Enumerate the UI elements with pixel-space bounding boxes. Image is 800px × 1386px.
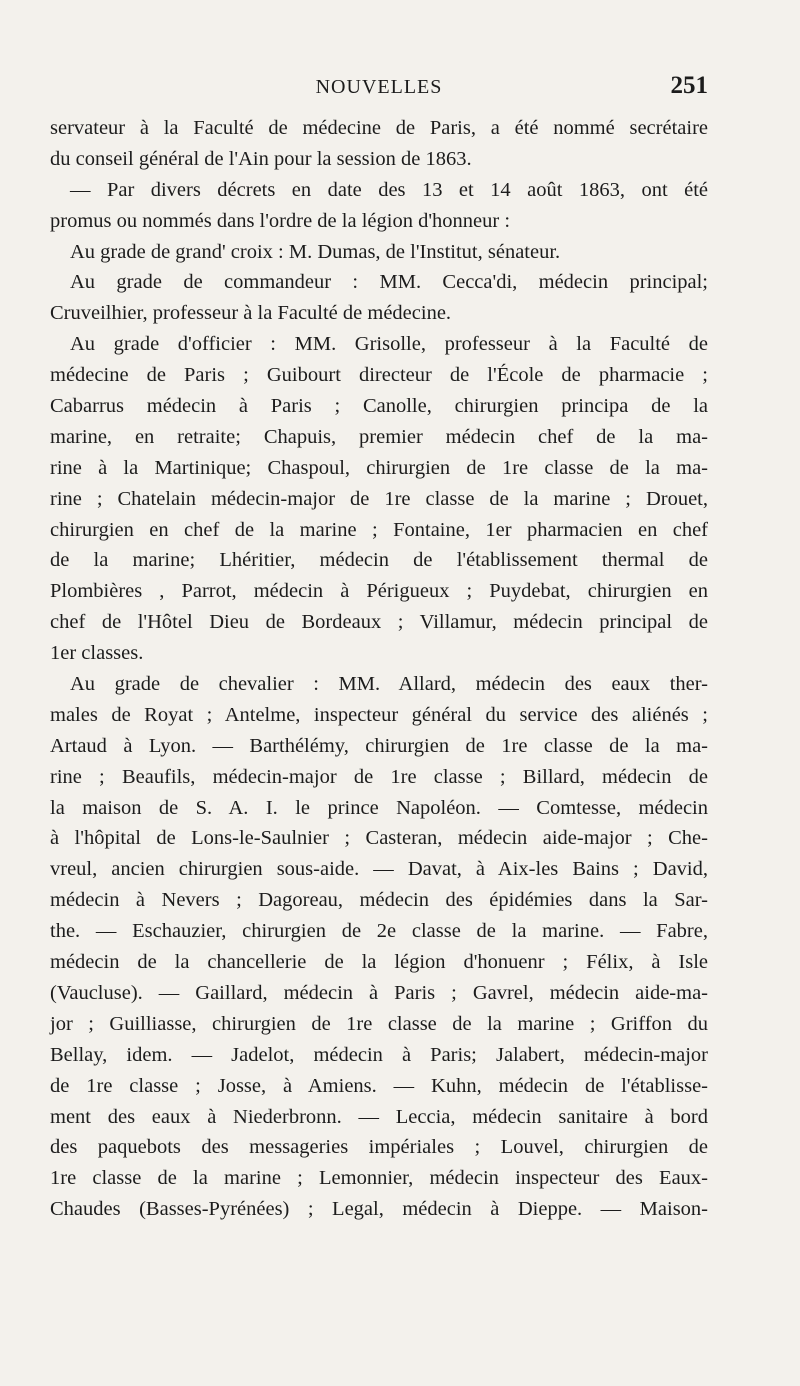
text-line: ment des eaux à Niederbronn. — Leccia, médecin sanitaire à bord xyxy=(50,1105,708,1128)
text-line: 1er classes. xyxy=(50,642,144,665)
text-line: Chaudes (Basses-Pyrénées) ; Legal, médecin à Dieppe. — Maison- xyxy=(50,1198,708,1221)
text-line: médecin à Nevers ; Dagoreau, médecin des épidémies dans la Sar- xyxy=(50,889,708,912)
text-line: Artaud à Lyon. — Barthélémy, chirurgien de 1re classe de la ma- xyxy=(50,734,708,757)
text-line: Au grade de chevalier : MM. Allard, médecin des eaux ther- xyxy=(70,673,708,696)
text-line: Au grade d'officier : MM. Grisolle, professeur à la Faculté de xyxy=(70,333,708,356)
text-line: rine à la Martinique; Chaspoul, chirurgien de 1re classe de la ma- xyxy=(50,456,708,479)
text-line: jor ; Guilliasse, chirurgien de 1re classe de la marine ; Griffon du xyxy=(50,1012,708,1035)
text-line: promus ou nommés dans l'ordre de la légion d'honneur : xyxy=(50,209,511,232)
text-line: de la marine; Lhéritier, médecin de l'établissement thermal de xyxy=(50,549,708,572)
text-line: du conseil général de l'Ain pour la session de 1863. xyxy=(50,147,472,170)
page-header xyxy=(50,72,708,106)
text-line: chirurgien en chef de la marine ; Fontaine, 1er pharmacien en chef xyxy=(50,518,708,541)
text-line: de 1re classe ; Josse, à Amiens. — Kuhn, médecin de l'établisse- xyxy=(50,1074,708,1097)
text-line: vreul, ancien chirurgien sous-aide. — Davat, à Aix-les Bains ; David, xyxy=(50,858,708,881)
text-line: (Vaucluse). — Gaillard, médecin à Paris ; Gavrel, médecin aide-ma- xyxy=(50,981,708,1004)
text-line: Plombières , Parrot, médecin à Périgueux ; Puydebat, chirurgien en xyxy=(50,580,708,603)
text-line: — Par divers décrets en date des 13 et 14 août 1863, ont été xyxy=(70,178,708,201)
text-line: rine ; Beaufils, médecin-major de 1re classe ; Billard, médecin de xyxy=(50,765,708,788)
text-line: Au grade de commandeur : MM. Cecca'di, médecin principal; xyxy=(70,271,708,294)
text-line: marine, en retraite; Chapuis, premier médecin chef de la ma- xyxy=(50,425,708,448)
text-line: the. — Eschauzier, chirurgien de 2e classe de la marine. — Fabre, xyxy=(50,920,708,943)
text-line: la maison de S. A. I. le prince Napoléon. — Comtesse, médecin xyxy=(50,796,708,819)
text-line: Bellay, idem. — Jadelot, médecin à Paris; Jalabert, médecin-major xyxy=(50,1043,708,1066)
text-line: à l'hôpital de Lons-le-Saulnier ; Casteran, médecin aide-major ; Che- xyxy=(50,827,708,850)
text-line: rine ; Chatelain médecin-major de 1re classe de la marine ; Drouet, xyxy=(50,487,708,510)
text-line: Cruveilhier, professeur à la Faculté de médecine. xyxy=(50,302,452,325)
text-line: chef de l'Hôtel Dieu de Bordeaux ; Villamur, médecin principal de xyxy=(50,611,708,634)
text-line: médecin de la chancellerie de la légion d'honuenr ; Félix, à Isle xyxy=(50,951,708,974)
page-number: 251 xyxy=(670,72,708,99)
text-line: males de Royat ; Antelme, inspecteur général du service des aliénés ; xyxy=(50,703,708,726)
text-line: Cabarrus médecin à Paris ; Canolle, chirurgien principa de la xyxy=(50,395,708,418)
text-line: 1re classe de la marine ; Lemonnier, médecin inspecteur des Eaux- xyxy=(50,1167,708,1190)
text-line: médecine de Paris ; Guibourt directeur de l'École de pharmacie ; xyxy=(50,364,708,387)
text-line: des paquebots des messageries impériales ; Louvel, chirurgien de xyxy=(50,1136,708,1159)
text-line: servateur à la Faculté de médecine de Paris, a été nommé secrétaire xyxy=(50,117,708,139)
body-text xyxy=(50,113,708,1225)
running-head: NOUVELLES xyxy=(315,76,443,98)
text-line: Au grade de grand' croix : M. Dumas, de l'Institut, sénateur. xyxy=(70,240,561,263)
